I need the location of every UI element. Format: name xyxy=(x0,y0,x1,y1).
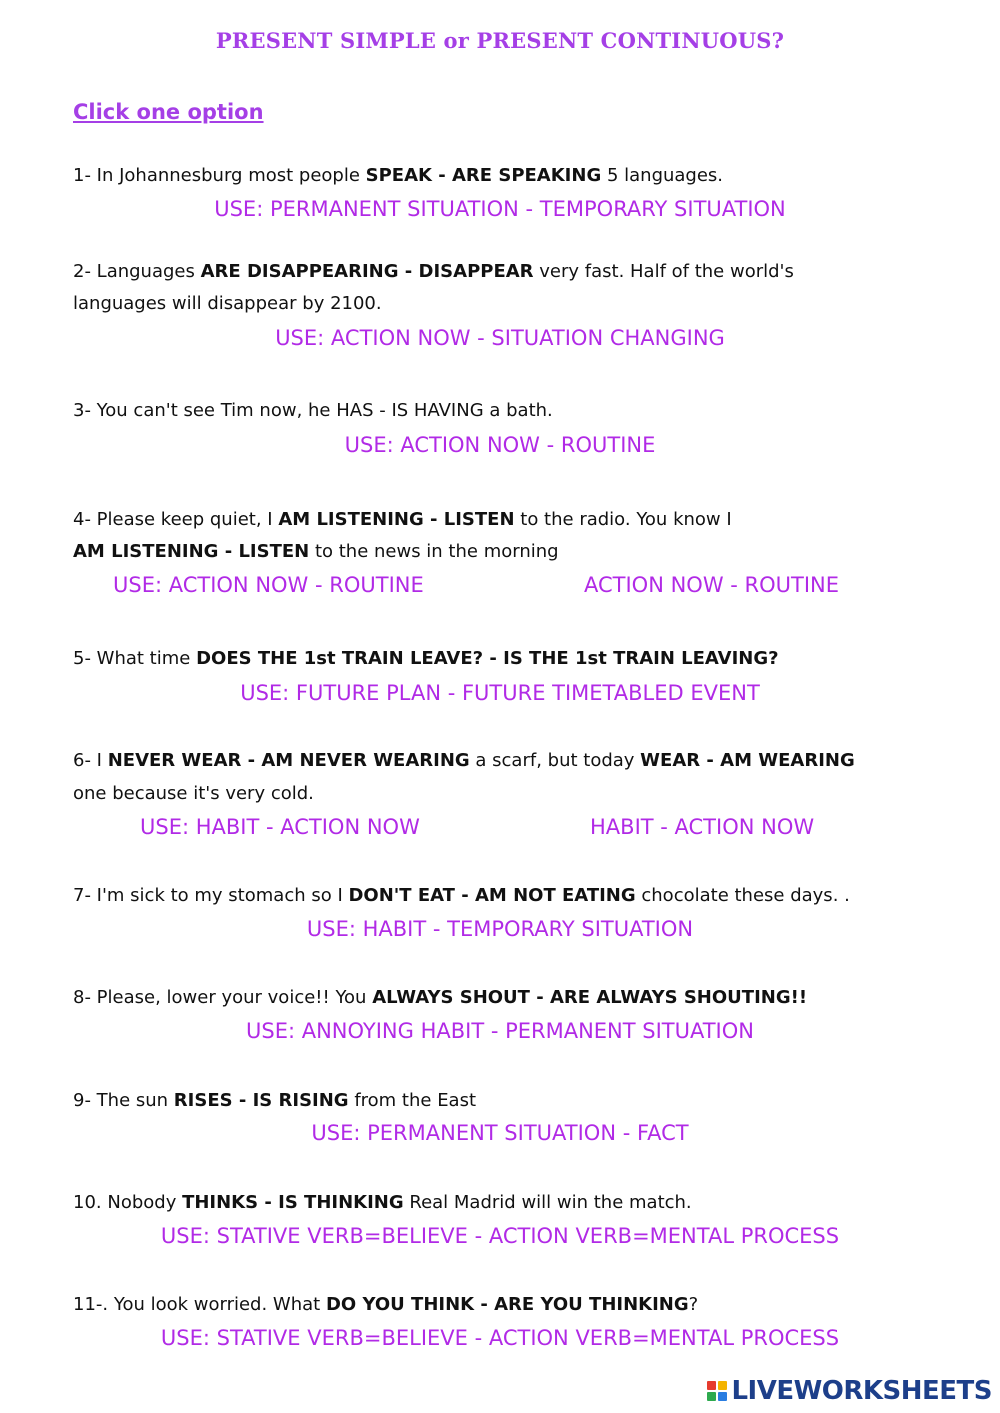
option-does-train-leave[interactable]: DOES THE 1st TRAIN LEAVE? xyxy=(196,648,484,669)
option-is-having[interactable]: IS HAVING xyxy=(391,400,484,421)
option-do-you-think[interactable]: DO YOU THINK xyxy=(325,1294,475,1315)
option-am-wearing[interactable]: AM WEARING xyxy=(720,750,855,771)
option-rises[interactable]: RISES xyxy=(173,1090,233,1111)
logo-text: LIVEWORKSHEETS xyxy=(731,1376,992,1406)
logo-mark-square xyxy=(707,1381,716,1390)
question-3: 3- You can't see Tim now, he HAS - IS HAVING a bath. xyxy=(73,400,553,421)
use-line-6a[interactable]: USE: HABIT - ACTION NOW xyxy=(140,815,420,839)
use-line-7[interactable]: USE: HABIT - TEMPORARY SITUATION xyxy=(306,917,694,941)
question-1: 1- In Johannesburg most people SPEAK - ARE SPEAKING 5 languages. xyxy=(73,165,724,186)
option-dont-eat[interactable]: DON'T EAT xyxy=(348,885,455,906)
question-6-line-2: one because it's very cold. xyxy=(73,783,314,804)
option-is-train-leaving[interactable]: IS THE 1st TRAIN LEAVING? xyxy=(503,648,779,669)
option-has[interactable]: HAS xyxy=(336,400,374,421)
option-am-listening-2[interactable]: AM LISTENING xyxy=(73,541,219,562)
use-line-11[interactable]: USE: STATIVE VERB=BELIEVE - ACTION VERB=MENTAL PROCESS xyxy=(160,1326,840,1350)
use-line-2[interactable]: USE: ACTION NOW - SITUATION CHANGING xyxy=(275,326,725,350)
option-thinks[interactable]: THINKS xyxy=(182,1192,259,1213)
option-am-never-wearing[interactable]: AM NEVER WEARING xyxy=(261,750,470,771)
use-line-1[interactable]: USE: PERMANENT SITUATION - TEMPORARY SITUATION xyxy=(214,197,786,221)
question-10: 10. Nobody THINKS - IS THINKING Real Madrid will win the match. xyxy=(73,1192,692,1213)
question-8: 8- Please, lower your voice!! You ALWAYS SHOUT - ARE ALWAYS SHOUTING!! xyxy=(73,987,808,1008)
option-are-speaking[interactable]: ARE SPEAKING xyxy=(452,165,602,186)
logo-mark-square xyxy=(707,1392,716,1401)
option-never-wear[interactable]: NEVER WEAR xyxy=(107,750,242,771)
use-line-4a[interactable]: USE: ACTION NOW - ROUTINE xyxy=(113,573,424,597)
logo-mark-square xyxy=(718,1381,727,1390)
option-is-thinking[interactable]: IS THINKING xyxy=(278,1192,404,1213)
question-4: 4- Please keep quiet, I AM LISTENING - LISTEN to the radio. You know I xyxy=(73,509,732,530)
option-speak[interactable]: SPEAK xyxy=(365,165,432,186)
use-line-9[interactable]: USE: PERMANENT SITUATION - FACT xyxy=(311,1121,689,1145)
option-always-shout[interactable]: ALWAYS SHOUT xyxy=(372,987,530,1008)
option-am-not-eating[interactable]: AM NOT EATING xyxy=(474,885,636,906)
use-line-10[interactable]: USE: STATIVE VERB=BELIEVE - ACTION VERB=MENTAL PROCESS xyxy=(160,1224,840,1248)
question-4-line-2: AM LISTENING - LISTEN to the news in the morning xyxy=(73,541,559,562)
use-line-3[interactable]: USE: ACTION NOW - ROUTINE xyxy=(344,433,656,457)
option-disappear[interactable]: DISAPPEAR xyxy=(418,261,534,282)
question-2: 2- Languages ARE DISAPPEARING - DISAPPEAR very fast. Half of the world's xyxy=(73,261,794,282)
option-wear[interactable]: WEAR xyxy=(640,750,701,771)
use-line-8[interactable]: USE: ANNOYING HABIT - PERMANENT SITUATION xyxy=(246,1019,754,1043)
liveworksheets-logo xyxy=(707,1377,992,1405)
option-am-listening[interactable]: AM LISTENING xyxy=(278,509,424,530)
logo-mark-square xyxy=(718,1392,727,1401)
question-7: 7- I'm sick to my stomach so I DON'T EAT - AM NOT EATING chocolate these days. . xyxy=(73,885,850,906)
use-line-4b[interactable]: ACTION NOW - ROUTINE xyxy=(584,573,840,597)
option-listen[interactable]: LISTEN xyxy=(443,509,515,530)
option-are-disappearing[interactable]: ARE DISAPPEARING xyxy=(200,261,399,282)
question-2-line-2: languages will disappear by 2100. xyxy=(73,293,382,314)
logo-mark-icon xyxy=(707,1381,727,1401)
question-11: 11-. You look worried. What DO YOU THINK - ARE YOU THINKING? xyxy=(73,1294,699,1315)
question-6: 6- I NEVER WEAR - AM NEVER WEARING a scarf, but today WEAR - AM WEARING xyxy=(73,750,855,771)
use-line-5[interactable]: USE: FUTURE PLAN - FUTURE TIMETABLED EVENT xyxy=(240,681,760,705)
option-are-always-shouting[interactable]: ARE ALWAYS SHOUTING!! xyxy=(549,987,808,1008)
page-title: PRESENT SIMPLE or PRESENT CONTINUOUS? xyxy=(215,28,785,53)
question-5: 5- What time DOES THE 1st TRAIN LEAVE? - IS THE 1st TRAIN LEAVING? xyxy=(73,648,779,669)
use-line-6b[interactable]: HABIT - ACTION NOW xyxy=(590,815,815,839)
question-9: 9- The sun RISES - IS RISING from the East xyxy=(73,1090,477,1111)
option-are-you-thinking[interactable]: ARE YOU THINKING xyxy=(494,1294,689,1315)
option-listen-2[interactable]: LISTEN xyxy=(238,541,310,562)
option-is-rising[interactable]: IS RISING xyxy=(252,1090,349,1111)
instruction-text: Click one option xyxy=(73,100,264,124)
